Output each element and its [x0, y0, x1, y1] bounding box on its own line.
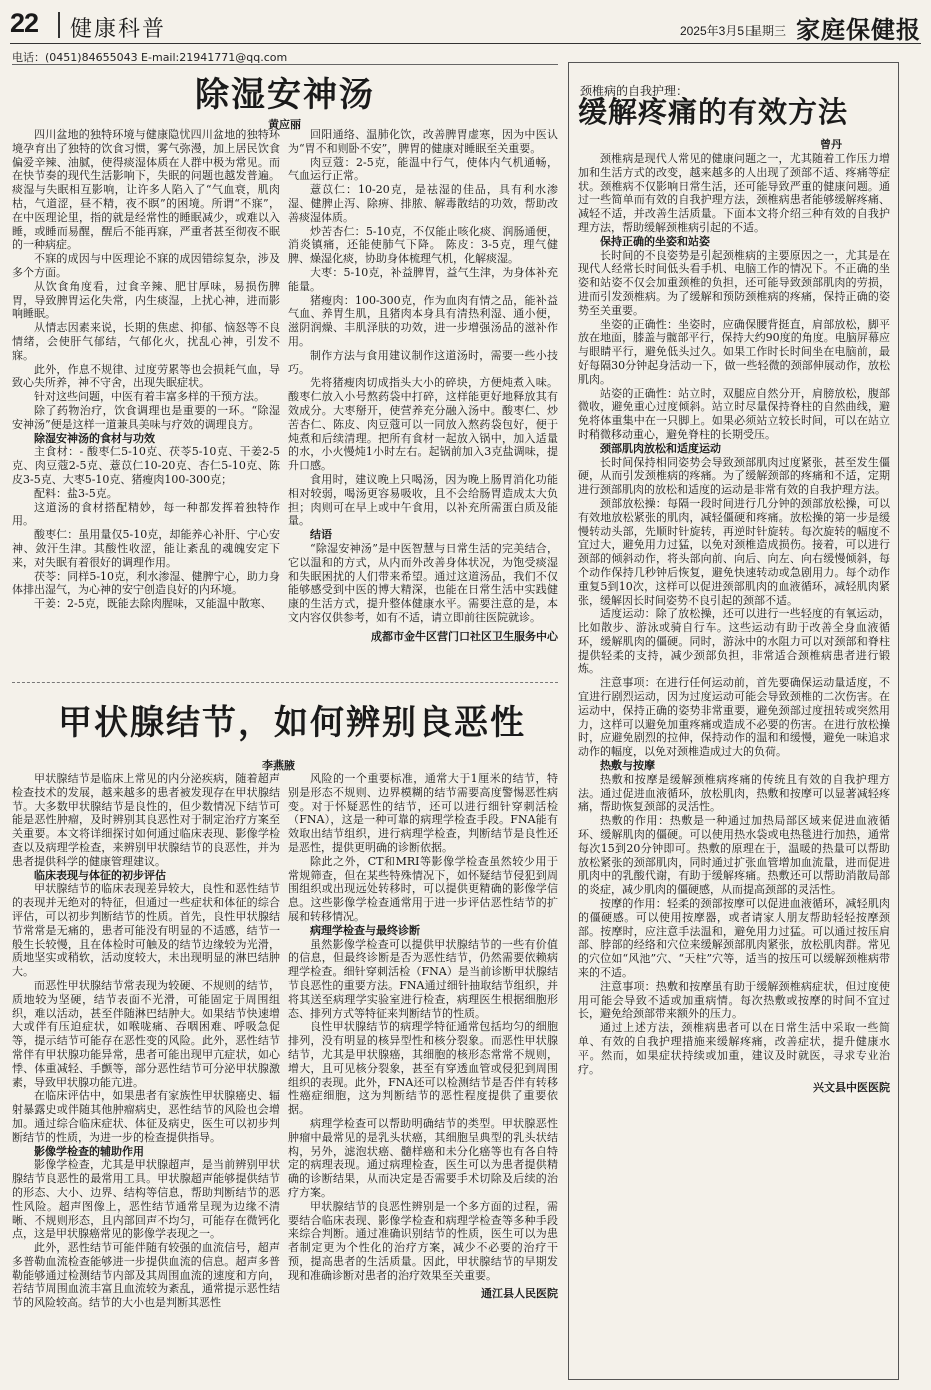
paragraph: 干姜：2-5克，既能去除肉腥味，又能温中散寒、	[34, 597, 272, 611]
paragraph: 从饮食角度看，过食辛辣、肥甘厚味，易损伤脾胃，导致脾胃运化失常，内生痰湿，上扰心神，进而影响睡眠。	[12, 279, 280, 321]
paragraph: 炒苦杏仁：5-10克，不仅能止咳化痰、润肠通便，消炎镇痛，还能使肺气下降。 陈皮：3-5克，理气健脾、燥湿化痰，协助身体梳理气机，化解痰湿。	[288, 224, 558, 266]
article2-column-2	[288, 772, 558, 1378]
paragraph: 在临床评估中，如果患者有家族性甲状腺癌史、辐射暴露史或伴随其他肿瘤病史，恶性结节的风险也会增加。通过综合临床症状、体征及病史，医生可以初步判断结节的性质，为进一步的检查提供指导。	[12, 1089, 280, 1144]
section-title: 健康科普	[70, 17, 167, 42]
paragraph: 猪瘦肉：100-300克，作为血肉有情之品，能补益气血、养胃生肌，且猪肉本身具有清热利湿、通小便，滋阴润燥、丰肌泽肤的功效，进一步增强汤品的滋补作用。	[288, 293, 558, 348]
paragraph: 肉豆蔻：2-5克，能温中行气，使体内气机通畅，气血运行正常。	[288, 155, 558, 183]
subheading: 临床表现与体征的初步评估	[34, 868, 166, 882]
subheading: 影像学检查的辅助作用	[34, 1144, 144, 1158]
paragraph: 四川盆地的独特环境与健康隐忧四川盆地的独特环境孕育出了独特的饮食习惯，雾气弥漫，加上居民饮食偏爱辛辣、油腻，使得痰湿体质在人群中极为常见。而在快节奏的现代生活影响下，失眠的问题也越发普遍。痰湿与失眠相互影响，让许多人陷入了“气血衰，肌肉枯，气道涩，昼不精，夜不瞑”的困境。所谓“不寐”，在中医理论里，指的就是经常性的睡眠减少，或难以入睡，或睡而易醒，醒后不能再寐，严重者甚至彻夜不眠的一种病症。	[12, 128, 280, 252]
paragraph: 不寐的成因与中医理论不寐的成因错综复杂，涉及多个方面。	[12, 252, 280, 279]
paragraph: 注意事项：热敷和按摩虽有助于缓解颈椎病症状，但过度使用可能会导致不适或加重病情。每次热敷或按摩的时间不宜过长，避免给颈部带来额外的压力。	[578, 979, 890, 1021]
section-divider	[12, 682, 558, 683]
header-rule	[12, 64, 558, 65]
paragraph: “除湿安神汤”是中医智慧与日常生活的完美结合，它以温和的方式，从内而外改善身体状况，为饱受痰湿和失眠困扰的人们带来希望。通过这道汤品，我们不仅能够感受到中医的博大精深，也能在日常生活中实践健康的生活方式，提升整体健康水平。需要注意的是，本文内容仅供参考，如有不适，请立即前往医院就诊。	[288, 541, 558, 624]
masthead-divider	[58, 12, 60, 38]
paragraph: 颈部放松操：每隔一段时间进行几分钟的颈部放松操，可以有效地放松紧张的肌肉，减轻僵硬和疼痛。放松操的第一步是缓慢转动头部，先顺时针旋转，再逆时针旋转。每次旋转的幅度不宜过大，避免用力过猛，以免对颈椎造成损伤。接着，可以进行颈部的倾斜动作，将头部向前、向后、向左、向右缓慢倾斜，每个动作保持几秒钟后恢复，避免快速转动或急剧用力。每个动作重复5到10次，这样可以促进颈部肌肉的血液循环，减轻肌肉紧张，缓解因长时间姿势不良引起的颈部不适。	[578, 496, 890, 607]
article2-column-1	[12, 772, 280, 1378]
paragraph: 甲状腺结节的临床表现差异较大，良性和恶性结节的表现并无绝对的特征，但通过一些症状和体征的综合评估，可以初步判断结节的性质。首先，良性甲状腺结节常常是无痛的，患者可能没有明显的不适感，结节一般生长较慢，且在体检时可触及的结节边缘较为光滑，质地坚实或稍软，活动度较大，未出现明显的淋巴结肿大。	[12, 882, 280, 979]
paragraph: 注意事项：在进行任何运动前，首先要确保运动量适度，不宜进行剧烈运动，因为过度运动可能会导致颈椎的二次伤害。在运动中，保持正确的姿势非常重要，避免颈部过度扭转或突然用力，这样可以避免加重疼痛或造成不必要的伤害。在进行放松操时，应避免剧烈的拉伸，保持动作的温和和缓慢，避免一味追求动作的幅度，以免对颈椎造成过大的负荷。	[578, 676, 890, 759]
article3-body	[578, 152, 890, 1376]
paragraph: 而恶性甲状腺结节常表现为较硬、不规则的结节，质地较为坚硬，结节表面不光滑，可能固定于周围组织，难以活动，甚至伴随淋巴结肿大。如果结节快速增大或伴有压迫症状，如喉咙痛、吞咽困难、呼吸急促等，提示结节可能存在恶性变的风险。此外，恶性结节常伴有甲状腺功能异常，患者可能出现甲亢症状，如心悸、体重减轻、手颤等，部分恶性结节可分泌甲状腺激素，导致甲状腺功能亢进。	[12, 978, 280, 1089]
source-credit: 兴文县中医医院	[813, 1081, 890, 1095]
paragraph: 甲状腺结节的良恶性辨别是一个多方面的过程，需要结合临床表现、影像学检查和病理学检查等多种手段来综合判断。通过准确识别结节的性质，医生可以为患者制定更为个性化的治疗方案，减少不必要的治疗干预，提高患者的生活质量。因此，甲状腺结节的早期发现和准确诊断对患者的治疗效果至关重要。	[288, 1199, 558, 1282]
paragraph: 大枣：5-10克，补益脾胃，益气生津，为身体补充能量。	[288, 265, 558, 293]
subheading: 除湿安神汤的食材与功效	[34, 431, 155, 445]
paragraph: 虽然影像学检查可以提供甲状腺结节的一些有价值的信息，但最终诊断是否为恶性结节，仍然需要依赖病理学检查。细针穿刺活检（FNA）是当前诊断甲状腺结节良恶性的重要方法。FNA通过细针抽取结节组织，并将其送至病理学实验室进行检查，病理医生根据细胞形态、排列方式等特征来判断结节的性质。	[288, 937, 558, 1020]
paragraph: 先将猪瘦肉切成指头大小的碎块，方便炖煮入味。酸枣仁放入小号熬药袋中打碎，这样能更好地释放其有效成分。大枣掰开，使营养充分融入汤中。酸枣仁、炒苦杏仁、陈皮、肉豆蔻可以一同放入熬药袋包好，便于炖煮和后续清理。把所有食材一起放入锅中，加入适量的水，小火慢炖1小时左右。起锅前加入3克盐调味，提升口感。	[288, 376, 558, 473]
paragraph: 此外，恶性结节可能伴随有较强的血流信号，超声多普勒血流检查能够进一步提供血流的信息。超声多普勒能够通过检测结节内部及其周围血流的速度和方向，若结节周围血流丰富且血流较为紊乱，通常提示恶性结节的风险较高。结节的大小也是判断其恶性	[12, 1241, 280, 1310]
article1-column-1	[12, 128, 280, 674]
paragraph: 薏苡仁：10-20克，是祛湿的佳品，具有利水渗湿、健脾止泻、除痹、排脓、解毒散结的功效，帮助改善痰湿体质。	[288, 183, 558, 224]
paragraph: 热敷和按摩是缓解颈椎病疼痛的传统且有效的自我护理方法。通过促进血液循环，放松肌肉，热敷和按摩可以显著减轻疼痛，帮助恢复颈部的灵活性。	[578, 772, 890, 814]
subheading: 颈部肌肉放松和适度运动	[600, 441, 721, 455]
subheading: 保持正确的坐姿和站姿	[600, 234, 710, 248]
paragraph: 制作方法与食用建议制作这道汤时，需要一些小技巧。	[288, 348, 558, 376]
article3-title: 缓解疼痛的有效方法	[578, 95, 849, 129]
paragraph: 通过上述方法，颈椎病患者可以在日常生活中采取一些简单、有效的自我护理措施来缓解疼痛，改善症状，提升健康水平。然而，如果症状持续或加重，建议及时就医，寻求专业治疗。	[578, 1021, 890, 1076]
paragraph: 长时间的不良姿势是引起颈椎病的主要原因之一，尤其是在现代人经常长时间低头看手机、电脑工作的情况下。不正确的坐姿和站姿不仅会加重颈椎的负担，还可能导致颈部肌肉的劳损，进而引发颈椎病。为了缓解和预防颈椎病的疼痛，保持正确的姿势至关重要。	[578, 248, 890, 317]
paragraph: 从情志因素来说，长期的焦虑、抑郁、恼怒等不良情绪，会使肝气郁结，气郁化火，扰乱心神，引发不寐。	[12, 321, 280, 362]
paragraph: 茯苓：同样5-10克，利水渗湿、健脾宁心，助力身体排出湿气，为心神的安宁创造良好的内环境。	[12, 569, 280, 597]
paragraph: 食用时，建议晚上只喝汤，因为晚上肠胃消化功能相对较弱，喝汤更容易吸收，且不会给肠胃造成太大负担；肉则可在早上或中午食用，以补充所需蛋白质及能量。	[288, 472, 558, 528]
paragraph: 除此之外，CT和MRI等影像学检查虽然较少用于常规筛查，但在某些特殊情况下，如怀疑结节侵犯到周围组织或出现远处转移时，可以提供更精确的影像学信息。这些影像学检查通常用于进一步评估恶性结节的扩展和转移情况。	[288, 854, 558, 923]
source-credit: 成都市金牛区营门口社区卫生服务中心	[371, 629, 558, 643]
article2-title: 甲状腺结节，如何辨别良恶性	[58, 703, 526, 743]
subheading: 热敷与按摩	[600, 759, 655, 773]
paragraph: 除了药物治疗，饮食调理也是重要的一环。“除湿安神汤”便是这样一道兼具美味与疗效的调理良方。	[12, 403, 280, 431]
paragraph: 甲状腺结节是临床上常见的内分泌疾病，随着超声检查技术的发展，越来越多的患者被发现存在甲状腺结节。大多数甲状腺结节是良性的，但少数情况下结节可能是恶性肿瘤，及时辨别其良恶性对于制定治疗方案至关重要。本文将详细探讨如何通过临床表现、影像学检查以及病理学检查，来辨别甲状腺结节的良恶性，并为患者提供科学的健康管理建议。	[12, 772, 280, 868]
issue-weekday: 星期三	[749, 24, 786, 38]
article3-kicker: 颈椎病的自我护理：	[580, 84, 689, 98]
paragraph: 热敷的作用：热敷是一种通过加热局部区域来促进血液循环、缓解肌肉的僵硬。可以使用热水袋或电热毯进行加热，通常每次15到20分钟即可。热敷的原理在于，温暖的热量可以帮助放松紧张的颈部肌肉，同时通过扩张血管增加血流量，进而促进肌肉中的乳酸代谢，有助于缓解疼痛。热敷还可以帮助消散局部的炎症，减少肌肉的僵硬感，从而提高颈部的灵活性。	[578, 814, 890, 897]
paragraph: 配料：盐3-5克。	[34, 486, 118, 500]
article2-author: 李燕腋	[262, 759, 295, 772]
paragraph: 影像学检查，尤其是甲状腺超声，是当前辨别甲状腺结节良恶性的最常用工具。甲状腺超声能够提供结节的形态、大小、边界、结构等信息，帮助判断结节的恶性风险。超声图像上，恶性结节通常呈现为边缘不清晰、不规则形态，且内部回声不均匀，可能存在微钙化点，这是甲状腺癌常见的影像学表现之一。	[12, 1158, 280, 1241]
paragraph: 酸枣仁：虽用量仅5-10克，却能养心补肝、宁心安神、敛汗生津。其酸性收涩，能让紊乱的魂魄安定下来，对失眠有着很好的调理作用。	[12, 528, 280, 569]
paragraph: 此外，作息不规律、过度劳累等也会损耗气血，导致心失所养，神不守舍，出现失眠症状。	[12, 362, 280, 390]
paragraph: 针对这些问题，中医有着丰富多样的干预方法。	[34, 390, 265, 404]
paragraph: 病理学检查可以帮助明确结节的类型。甲状腺恶性肿瘤中最常见的是乳头状癌，其细胞呈典型的乳头状结构，另外，滤泡状癌、髓样癌和未分化癌等也有各自特定的病理表现。通过病理检查，医生可以为患者提供精确的诊断结果，从而决定是否需要手术切除及后续的治疗方案。	[288, 1116, 558, 1199]
source-credit: 通江县人民医院	[481, 1287, 558, 1301]
masthead	[10, 8, 921, 44]
paragraph: 长时间保持相同姿势会导致颈部肌肉过度紧张，甚至发生僵硬，从而引发颈椎病的疼痛。为了缓解颈部的疼痛和不适，定期进行颈部肌肉的放松和适度的运动是非常有效的自我护理方法。	[578, 455, 890, 497]
article1-author: 黄应丽	[268, 118, 301, 131]
paragraph: 按摩的作用：轻柔的颈部按摩可以促进血液循环，减轻肌肉的僵硬感。可以使用按摩器，或者请家人朋友帮助轻轻按摩颈部。按摩时，应注意手法温和，避免用力过猛。可以通过按压肩部、脖部的经络和穴位来缓解颈部肌肉紧张，放松肌肉群。常见的穴位如“风池”穴、“天柱”穴等，适当的按压可以缓解颈椎病带来的不适。	[578, 897, 890, 980]
article1-column-2	[288, 128, 558, 674]
newspaper-name: 家庭保健报	[796, 15, 921, 44]
paragraph: 良性甲状腺结节的病理学特征通常包括均匀的细胞排列，没有明显的核异型性和核分裂象。而恶性甲状腺结节，尤其是甲状腺癌，其细胞的核形态常常不规则，增大，且可见核分裂象，甚至有穿透血管或侵犯到周围组织的表现。此外，FNA还可以检测结节是否伴有转移性癌症细胞，这为判断结节的恶性程度提供了重要依据。	[288, 1020, 558, 1117]
paragraph: 主食材：- 酸枣仁5-10克、茯苓5-10克、干姜2-5克、肉豆蔻2-5克、薏苡仁10-20克、杏仁5-10克、陈皮3-5克、大枣5-10克、猪瘦肉100-300克；	[12, 445, 280, 486]
paragraph: 坐姿的正确性：坐姿时，应确保腰背挺直，肩部放松，脚平放在地面，膝盖与髋部平行，保持大约90度的角度。电脑屏幕应与眼睛平行，避免低头过久。如果工作时长时间坐在电脑前，最好每隔30分钟起身活动一下，做一些轻微的颈部伸展动作，放松肌肉。	[578, 317, 890, 386]
subheading: 病理学检查与最终诊断	[310, 923, 420, 937]
article3-author: 曾丹	[820, 138, 842, 151]
article1-title: 除湿安神汤	[195, 75, 375, 115]
paragraph: 站姿的正确性：站立时，双腿应自然分开，肩膀放松，腹部微收，避免重心过度倾斜。站立时尽量保持脊柱的自然曲线，避免将体重集中在一只脚上。如果必须站立较长时间，可以在站立时稍微移动重心，避免脊柱的长期受压。	[578, 386, 890, 441]
paragraph: 颈椎病是现代人常见的健康问题之一，尤其随着工作压力增加和生活方式的改变，越来越多的人出现了颈部不适、疼痛等症状。颈椎病不仅影响日常生活，还可能导致严重的健康问题。通过一些简单而有效的自我护理方法，颈椎病患者能够缓解疼痛、减轻不适，并改善生活质量。下面本文将介绍三种有效的自我护理方法，帮助缓解颈椎病引起的不适。	[578, 152, 890, 234]
paragraph: 这道汤的食材搭配精妙，每一种都发挥着独特作用。	[12, 500, 280, 528]
paragraph: 风险的一个重要标准，通常大于1厘米的结节，特别是形态不规则、边界模糊的结节需要高度警惕恶性病变。对于怀疑恶性的结节，还可以进行细针穿刺活检（FNA），这是一种可靠的病理学检查手段。FNA能有效取出结节组织，进行病理学检查，判断结节是良性还是恶性，提供更明确的诊断依据。	[288, 772, 558, 854]
subheading: 结语	[310, 528, 332, 542]
paragraph: 适度运动：除了放松操，还可以进行一些轻度的有氧运动，比如散步、游泳或骑自行车。这些运动有助于改善全身血液循环，缓解肌肉的僵硬。同时，游泳中的水阻力可以对颈部和脊柱提供轻柔的支持，减少颈部负担，非常适合颈椎病患者进行锻炼。	[578, 607, 890, 676]
contact-line: 电话：(0451)84655043 E-mail:21941771@qq.com	[12, 51, 288, 64]
issue-date: 2025年3月5日	[679, 24, 756, 38]
paragraph: 回阳通络、温肺化饮，改善脾胃虚寒，因为中医认为“胃不和则卧不安”，脾胃的健康对睡眠至关重要。	[288, 128, 558, 155]
page-number: 22	[10, 8, 39, 38]
